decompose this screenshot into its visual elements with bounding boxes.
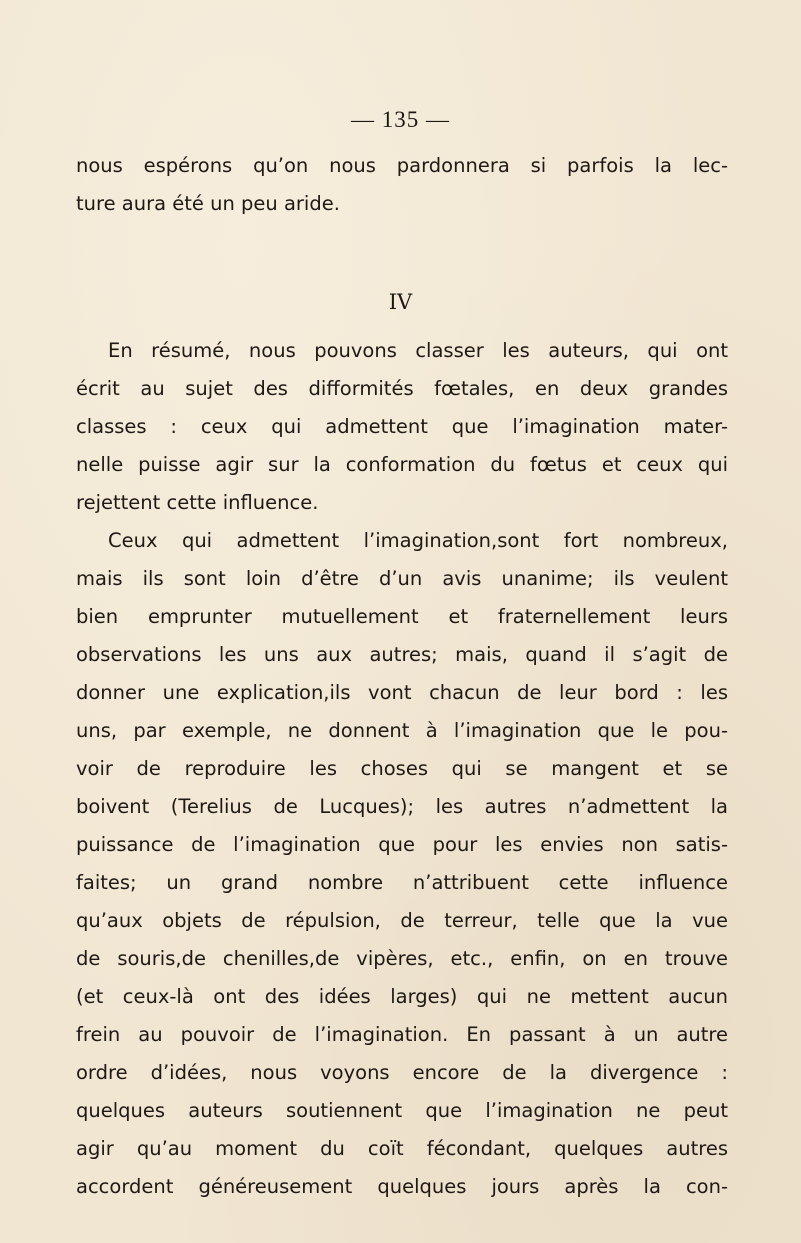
section-body	[76, 332, 728, 1206]
text-line: En résumé, nous pouvons classer les auteurs, qui ont	[108, 339, 728, 362]
section-heading: IV	[388, 290, 413, 314]
text-line: accordent généreusement quelques jours après la con-	[76, 1175, 728, 1198]
text-line: puissance de l’imagination que pour les envies non satis-	[76, 833, 728, 856]
paragraph	[76, 522, 728, 1206]
text-line: agir qu’au moment du coït fécondant, quelques autres	[76, 1137, 728, 1160]
text-line: (et ceux-là ont des idées larges) qui ne mettent aucun	[76, 985, 728, 1008]
text-line: qu’aux objets de répulsion, de terreur, telle que la vue	[76, 909, 728, 932]
text-line: donner une explication,ils vont chacun de leur bord : les	[76, 681, 728, 704]
text-line: frein au pouvoir de l’imagination. En passant à un autre	[76, 1023, 728, 1046]
text-line: nous espérons qu’on nous pardonnera si parfois la lec-	[76, 154, 728, 177]
text-line: rejettent cette influence.	[76, 491, 319, 514]
text-line: ordre d’idées, nous voyons encore de la divergence :	[76, 1061, 728, 1084]
text-line: mais ils sont loin d’être d’un avis unanime; ils veulent	[76, 567, 728, 590]
page-number: — 135 —	[351, 107, 450, 132]
text-line: boivent (Terelius de Lucques); les autres n’admettent la	[76, 795, 728, 818]
text-line: Ceux qui admettent l’imagination,sont fort nombreux,	[108, 529, 728, 552]
text-line: bien emprunter mutuellement et fraternellement leurs	[76, 605, 728, 628]
text-line: nelle puisse agir sur la conformation du fœtus et ceux qui	[76, 453, 728, 476]
text-line: uns, par exemple, ne donnent à l’imagination que le pou-	[76, 719, 728, 742]
text-line: de souris,de chenilles,de vipères, etc., enfin, on en trouve	[76, 947, 728, 970]
text-line: voir de reproduire les choses qui se mangent et se	[76, 757, 728, 780]
text-line: ture aura été un peu aride.	[76, 192, 340, 215]
text-line: classes : ceux qui admettent que l’imagination mater-	[76, 415, 728, 438]
paragraph-continuation	[76, 147, 728, 223]
text-line: observations les uns aux autres; mais, quand il s’agit de	[76, 643, 728, 666]
text-line: quelques auteurs soutiennent que l’imagination ne peut	[76, 1099, 728, 1122]
paragraph	[76, 332, 728, 522]
text-line: écrit au sujet des difformités fœtales, en deux grandes	[76, 377, 728, 400]
text-line: faites; un grand nombre n’attribuent cette influence	[76, 871, 728, 894]
